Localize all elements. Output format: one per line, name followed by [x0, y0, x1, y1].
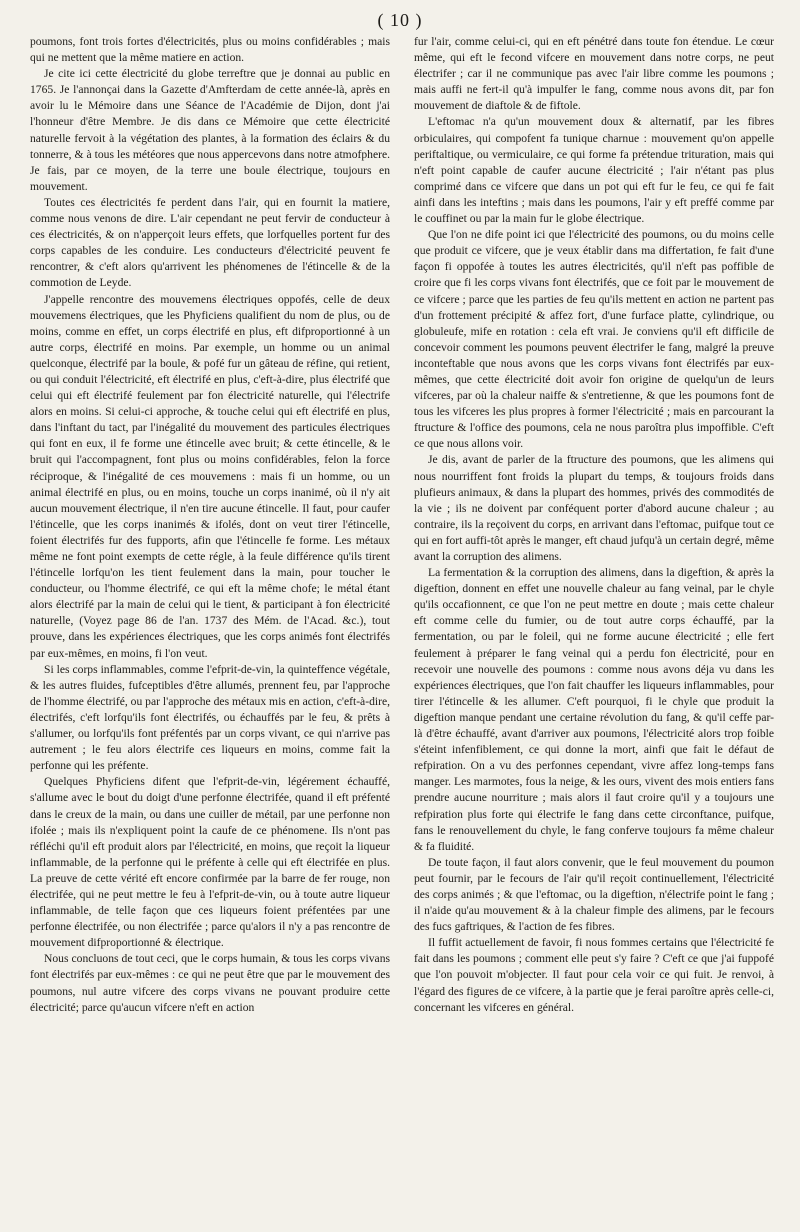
paragraph: poumons, font trois fortes d'électricités, plus ou moins confidérables ; mais qui ne mettent que la même matiere en action. — [30, 35, 390, 65]
paragraph: Quelques Phyficiens difent que l'efprit-de-vin, légérement échauffé, s'allume avec le bout du doigt d'une perfonne électrifée, quand il eft préfenté dans le creux de la main, ou dans une cuiller de métail, par une perfonne non ifolée ; mais ils n'expliquent point la caufe de ce phénomene. Ils n'ont pas réfléchi qu'il eft produit alors par l'électricité, en moins, que reçoit la liqueur inflammable, de la perfonne qui le préfente à celle qui eft électrifée en plus. La preuve de cette vérité eft encore confirmée par la barre de fer rouge, non électrifée, qui ne peut mettre le feu à l'efprit-de-vin, ou à toute autre liqueur inflammable, de telle façon que ces liqueurs foient préfentées par une perfonne électrifée, ou non électrifée ; parce qu'alors il n'y a pas rencontre de mouvement difproportionné & électrique. — [30, 775, 390, 950]
paragraph: La fermentation & la corruption des alimens, dans la digeftion, & après la digeftion, donnent en effet une nouvelle chaleur au fang veinal, par le chyle qu'ils occafionnent, ce que l'on ne peut mettre en doute ; mais cette chaleur eft comme celle du fumier, ou de tout autre corps échauffé, par la fermentation, ou par le foleil, qui ne forme aucune électricité ; elle fert feulement à préparer le fang veinal qui a perdu fon électricité, pour en recevoir une nouvelle des poumons : comme nous avons déja vu dans les expériences électriques, que l'on fait chauffer les liqueurs inflammables, pour tirer l'étincelle & les allumer. C'eft pourquoi, fi le chyle que produit la digeftion manque pendant une certaine révolution du fang, & qu'il ceffe par-là d'être échauffé, avant d'arriver aux poumons, l'électricité alors trop foible s'éteint infenfiblement, ce qui donne la mort, ainfi que fait le défaut de refpiration. On a vu des perfonnes cependant, vivre affez long-temps fans manger. Les marmotes, fous la neige, & les ours, vivent des mois entiers fans prendre aucune nourriture ; mais alors il faut croire qu'il y a toujours une refpiration plus forte qui électrife le fang dans cette circonftance, puifque, fans le renouvellement du chyle, le fang conferve toujours fa même chaleur & fa fluidité. — [414, 566, 774, 853]
paragraph: L'eftomac n'a qu'un mouvement doux & alternatif, par les fibres orbiculaires, qui compofent fa tunique charnue : mouvement qu'on appelle periftaltique, ou vermiculaire, ce qui forme fa prétendue trituration, mais qui n'eft point capable de caufer aucune électricité ; l'air n'étant pas plus comprimé dans ce vifcere que dans un pot qui eft fur le feu, ce qui fe fait ainfi dans les inteftins ; mais dans les poumons, l'air y eft preffé comme par le couffinet ou par la main fur le globe électrique. — [414, 115, 774, 226]
left-column — [30, 34, 390, 1214]
paragraph: Si les corps inflammables, comme l'efprit-de-vin, la quinteffence végétale, & les autres fluides, fufceptibles d'être allumés, prennent feu, par l'approche de l'homme électrifé, ou par l'approche des métaux mis en action, c'eft-à-dire, électrifés, c'eft lorfqu'ils font électrifés, ou échauffés par le feu, & prêts à s'allumer, ou lorfqu'ils font préfentés par un corps vivant, ce qui n'arrive pas autrement ; le feu alors électrife ces liqueurs en moins, comme fait la perfonne qui les préfente. — [30, 662, 390, 773]
paragraph: J'appelle rencontre des mouvemens électriques oppofés, celle de deux mouvemens électriques, que les Phyficiens qualifient du nom de plus, ou de moins, comme en effet, un corps électrifé en plus, eft difproportionné à un autre corps, électrifé en moins. Par exemple, un homme ou un animal quelconque, électrifé par la boule, & pofé fur un gâteau de réfine, qui retient, ou qui conduit l'électricité, eft électrifé en plus, c'eft-à-dire, plus électrifé que celui qui eft électrifé feulement par fon électricité naturelle, qui l'électrife alors en moins. Si celui-ci approche, & touche celui qui eft électrifé en plus, dans l'inftant du tact, par l'inégalité du mouvement des particules électriques qui font en eux, il fe forme une étincelle avec bruit; & cette étincelle, & le bruit qui l'accompagnent, font plus ou moins confidérables, felon la force réciproque, & l'inégalité de ces mouvemens : mais fi un homme, ou un animal électrifé en plus, ou en moins, touche un corps inanimé, où il n'y ait aucun mouvement électrique, il n'en tire aucune étincelle. Il faut, pour caufer l'étincelle, que les corps inanimés & ifolés, dont on veut tirer l'étincelle, foient électrifés fur des fupports, afin que l'étincelle fe forme. Les métaux même ne font point exempts de cette régle, à la feule différence qu'ils tirent l'étincelle lorfqu'on les tient feulement dans la main, pour toucher le conducteur, ou l'homme électrifé, ce qui eft la même chofe; le métal étant alors électrifé par la main de celui qui le tient, & participant à fon électricité naturelle, (Voyez page 86 de l'an. 1737 des Mém. de l'Acad. &c.), tout prouve, dans les expériences électriques, que les corps animés font électrifés par eux-mêmes, en moins, fi l'on veut. — [30, 292, 390, 660]
paragraph: Je dis, avant de parler de la ftructure des poumons, que les alimens qui nous nourriffent font froids la plupart du temps, & toujours froids dans plufieurs animaux, & dans la plupart des hommes, privés des commodités de la vie ; ils ne doivent par conféquent porter d'abord aucune chaleur ; au contraire, ils la reçoivent du corps, en arrivant dans l'eftomac, puifque tout ce qui en fort auffi-tôt après le manger, eft chaud jufqu'à un certain degré, même avant la corruption des alimens. — [414, 453, 774, 563]
paragraph: Que l'on ne dife point ici que l'électricité des poumons, ou du moins celle que produit ce vifcere, que je veux établir dans ma differtation, fe fait d'une façon fi oppofée à toutes les autres électricités, qu'il n'eft pas poffible de croire que fi les corps vivans font électrifés, que ce foit par le mouvement de ce vifcere ; parce que les parties de feu qu'ils mettent en action ne partent pas d'un frottement précipité & affez fort, d'une furface platte, cylindrique, ou globuleufe, mife en rotation : cela eft vrai. Je conviens qu'il eft difficile de concevoir comment les poumons peuvent électrifer le fang, malgré la preuve inconteftable que nous avons que les corps vivans font électrifés par eux-mêmes, que cette électricité doit avoir fon origine de quelqu'un de leurs vifceres, par où la chaleur naiffe & s'entretienne, & que les poumons font de tous les vifceres les plus propres à former l'électricité ; mais en parcourant la ftructure & l'office des poumons, cela ne nous paroîtra plus impoffible. C'eft ce que nous allons voir. — [414, 228, 774, 451]
paragraph: fur l'air, comme celui-ci, qui en eft pénétré dans toute fon étendue. Le cœur même, qui eft le fecond vifcere en mouvement dans notre corps, ne peut électrifer ; car il ne communique pas avec l'air libre comme les poumons ; mais auffi ne fert-il qu'à impulfer le fang, comme nous avons dit, par fon mouvement de diaftole & de fiftole. — [414, 35, 774, 113]
paragraph: Nous concluons de tout ceci, que le corps humain, & tous les corps vivans font électrifés par eux-mêmes : ce qui ne peut être que par le mouvement des poumons, nul autre vifcere des corps vivans ne pouvant produire cette électricité; parce qu'aucun vifcere n'eft en action — [30, 952, 390, 1014]
right-column — [414, 34, 774, 1214]
two-column-body — [30, 34, 774, 1214]
paragraph: Je cite ici cette électricité du globe terreftre que je donnai au public en 1765. Je l'annonçai dans la Gazette d'Amfterdam de cette année-là, après en avoir lu le Mémoire dans une Séance de l'Académie de Dijon, dont j'ai l'honneur d'être Membre. Je dis dans ce Mémoire que cette électricité naturelle fervoit à la végétation des plantes, à la formation des éclairs & du tonnerre, & à tous les météores que nous appercevons dans notre atmofphere. Je fais, par ce moyen, de la terre une boule électrique, toujours en mouvement. — [30, 67, 390, 193]
paragraph: Il fuffit actuellement de favoir, fi nous fommes certains que l'électricité fe fait dans les poumons ; comment elle peut s'y faire ? C'eft ce que j'ai fuppofé que l'on pouvoit m'objecter. Il faut pour cela voir ce qui fuit. Je renvoi, à l'égard des figures de ce vifcere, à la partie que je ferai paroître après celle-ci, concernant les vifceres en général. — [414, 936, 774, 1014]
paragraph: Toutes ces électricités fe perdent dans l'air, qui en fournit la matiere, comme nous venons de dire. L'air cependant ne peut fervir de conducteur à ces électricités, & on n'apperçoit leurs effets, que lorfquelles portent fur des corps capables de les conduire. Les conducteurs d'électricité peuvent fe rencontrer, & c'eft alors qu'arrivent les phénomenes de l'étincelle & de la commotion de Leyde. — [30, 195, 390, 290]
page-number: ( 10 ) — [377, 10, 423, 30]
paragraph: De toute façon, il faut alors convenir, que le feul mouvement du poumon peut fournir, par le fecours de l'air qu'il reçoit continuellement, l'électricité des corps animés ; & que l'eftomac, ou la digeftion, n'électrife point le fang ; il n'aide qu'au mouvement & à la chaleur fimple des alimens, par le fecours des fucs gaftriques, & l'action de fes fibres. — [414, 855, 774, 934]
